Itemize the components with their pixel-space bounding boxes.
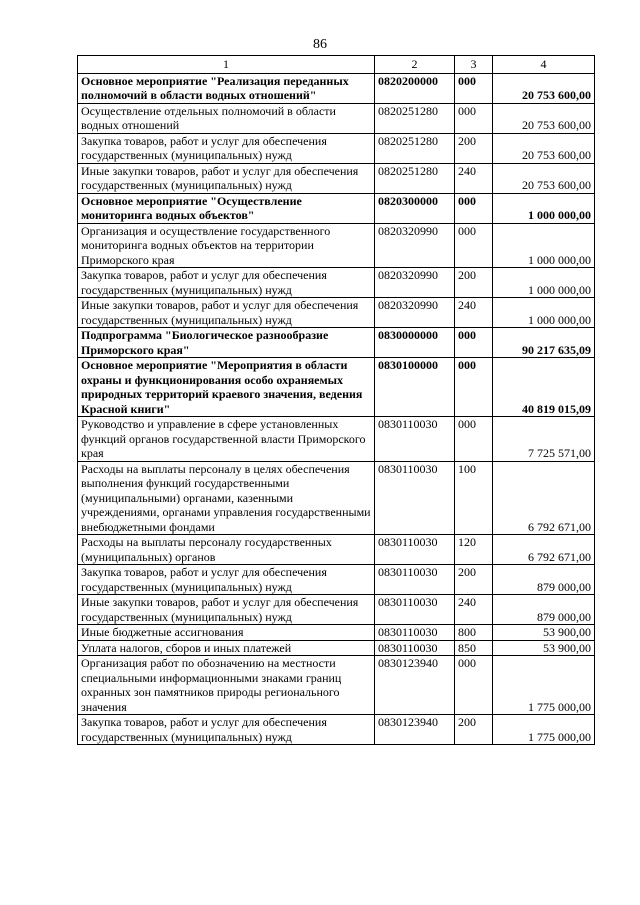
row-code-cell: 0820251280 xyxy=(375,103,455,133)
row-type-cell: 200 xyxy=(455,133,493,163)
row-amount-cell: 879 000,00 xyxy=(493,565,595,595)
row-amount-cell: 20 753 600,00 xyxy=(493,73,595,103)
row-type-cell: 240 xyxy=(455,163,493,193)
row-name-cell: Закупка товаров, работ и услуг для обеспечения государственных (муниципальных) нужд xyxy=(78,565,375,595)
header-row xyxy=(78,56,595,74)
row-code-cell: 0820300000 xyxy=(375,193,455,223)
table-row xyxy=(78,163,595,193)
row-amount-cell: 7 725 571,00 xyxy=(493,417,595,462)
row-type-cell: 000 xyxy=(455,103,493,133)
row-code-cell: 0830110030 xyxy=(375,461,455,535)
row-type-cell: 200 xyxy=(455,565,493,595)
table-row xyxy=(78,223,595,268)
row-type-cell: 120 xyxy=(455,535,493,565)
row-code-cell: 0830110030 xyxy=(375,625,455,641)
row-name-cell: Подпрограмма "Биологическое разнообразие Приморского края" xyxy=(78,328,375,358)
row-type-cell: 200 xyxy=(455,715,493,745)
table-row xyxy=(78,640,595,656)
table-row xyxy=(78,358,595,417)
page-number: 86 xyxy=(313,37,327,52)
table-row xyxy=(78,595,595,625)
row-amount-cell: 20 753 600,00 xyxy=(493,103,595,133)
table-row xyxy=(78,715,595,745)
row-amount-cell: 6 792 671,00 xyxy=(493,461,595,535)
row-name-cell: Организация работ по обозначению на местности специальными информационными знаками границ охранных зон памятников природы регионального значения xyxy=(78,656,375,715)
row-name-cell: Иные закупки товаров, работ и услуг для обеспечения государственных (муниципальных) нужд xyxy=(78,595,375,625)
row-name-cell: Закупка товаров, работ и услуг для обеспечения государственных (муниципальных) нужд xyxy=(78,715,375,745)
row-code-cell: 0820251280 xyxy=(375,133,455,163)
row-name-cell: Основное мероприятие "Осуществление мониторинга водных объектов" xyxy=(78,193,375,223)
row-amount-cell: 1 775 000,00 xyxy=(493,715,595,745)
row-code-cell: 0830110030 xyxy=(375,417,455,462)
row-amount-cell: 53 900,00 xyxy=(493,640,595,656)
row-type-cell: 850 xyxy=(455,640,493,656)
table-row xyxy=(78,193,595,223)
row-type-cell: 800 xyxy=(455,625,493,641)
row-code-cell: 0820320990 xyxy=(375,268,455,298)
budget-table xyxy=(77,55,595,745)
row-name-cell: Закупка товаров, работ и услуг для обеспечения государственных (муниципальных) нужд xyxy=(78,268,375,298)
row-name-cell: Организация и осуществление государственного мониторинга водных объектов на территории Приморского края xyxy=(78,223,375,268)
table-row xyxy=(78,328,595,358)
row-name-cell: Уплата налогов, сборов и иных платежей xyxy=(78,640,375,656)
table-row xyxy=(78,103,595,133)
row-code-cell: 0830110030 xyxy=(375,565,455,595)
row-type-cell: 200 xyxy=(455,268,493,298)
table-row xyxy=(78,625,595,641)
table-row xyxy=(78,535,595,565)
header-col-2: 2 xyxy=(375,56,455,74)
row-name-cell: Основное мероприятие "Реализация переданных полномочий в области водных отношений" xyxy=(78,73,375,103)
table-row xyxy=(78,298,595,328)
row-amount-cell: 20 753 600,00 xyxy=(493,163,595,193)
row-type-cell: 000 xyxy=(455,73,493,103)
header-col-1: 1 xyxy=(78,56,375,74)
row-amount-cell: 1 000 000,00 xyxy=(493,268,595,298)
row-type-cell: 100 xyxy=(455,461,493,535)
row-type-cell: 000 xyxy=(455,358,493,417)
row-name-cell: Осуществление отдельных полномочий в области водных отношений xyxy=(78,103,375,133)
row-type-cell: 240 xyxy=(455,298,493,328)
row-amount-cell: 6 792 671,00 xyxy=(493,535,595,565)
row-code-cell: 0830123940 xyxy=(375,715,455,745)
row-amount-cell: 1 000 000,00 xyxy=(493,223,595,268)
row-name-cell: Расходы на выплаты персоналу государственных (муниципальных) органов xyxy=(78,535,375,565)
row-name-cell: Закупка товаров, работ и услуг для обеспечения государственных (муниципальных) нужд xyxy=(78,133,375,163)
row-amount-cell: 879 000,00 xyxy=(493,595,595,625)
row-name-cell: Основное мероприятие "Мероприятия в области охраны и функционирования особо охраняемых природных территорий краевого значения, ведения Красной книги" xyxy=(78,358,375,417)
row-name-cell: Иные бюджетные ассигнования xyxy=(78,625,375,641)
row-name-cell: Иные закупки товаров, работ и услуг для обеспечения государственных (муниципальных) нужд xyxy=(78,163,375,193)
row-amount-cell: 1 775 000,00 xyxy=(493,656,595,715)
row-code-cell: 0820320990 xyxy=(375,223,455,268)
header-col-4: 4 xyxy=(493,56,595,74)
row-code-cell: 0830110030 xyxy=(375,640,455,656)
row-code-cell: 0830110030 xyxy=(375,595,455,625)
row-code-cell: 0830100000 xyxy=(375,358,455,417)
table-row xyxy=(78,73,595,103)
row-amount-cell: 1 000 000,00 xyxy=(493,298,595,328)
row-name-cell: Расходы на выплаты персоналу в целях обеспечения выполнения функций государственными (муниципальными) органами, казенными учреждениями, органами управления государственными внебюджетными фондами xyxy=(78,461,375,535)
row-type-cell: 000 xyxy=(455,223,493,268)
table-row xyxy=(78,133,595,163)
row-code-cell: 0820320990 xyxy=(375,298,455,328)
row-amount-cell: 20 753 600,00 xyxy=(493,133,595,163)
row-code-cell: 0820200000 xyxy=(375,73,455,103)
row-type-cell: 000 xyxy=(455,328,493,358)
row-type-cell: 240 xyxy=(455,595,493,625)
row-name-cell: Руководство и управление в сфере установленных функций органов государственной власти Приморского края xyxy=(78,417,375,462)
row-code-cell: 0830000000 xyxy=(375,328,455,358)
row-type-cell: 000 xyxy=(455,417,493,462)
table-row xyxy=(78,268,595,298)
row-amount-cell: 1 000 000,00 xyxy=(493,193,595,223)
row-amount-cell: 90 217 635,09 xyxy=(493,328,595,358)
row-amount-cell: 40 819 015,09 xyxy=(493,358,595,417)
table-row xyxy=(78,461,595,535)
row-name-cell: Иные закупки товаров, работ и услуг для обеспечения государственных (муниципальных) нужд xyxy=(78,298,375,328)
row-code-cell: 0820251280 xyxy=(375,163,455,193)
table-row xyxy=(78,565,595,595)
header-col-3: 3 xyxy=(455,56,493,74)
row-code-cell: 0830110030 xyxy=(375,535,455,565)
table-row xyxy=(78,417,595,462)
table-body xyxy=(78,73,595,745)
row-amount-cell: 53 900,00 xyxy=(493,625,595,641)
row-type-cell: 000 xyxy=(455,193,493,223)
row-code-cell: 0830123940 xyxy=(375,656,455,715)
table-row xyxy=(78,656,595,715)
table-header xyxy=(78,56,595,74)
row-type-cell: 000 xyxy=(455,656,493,715)
